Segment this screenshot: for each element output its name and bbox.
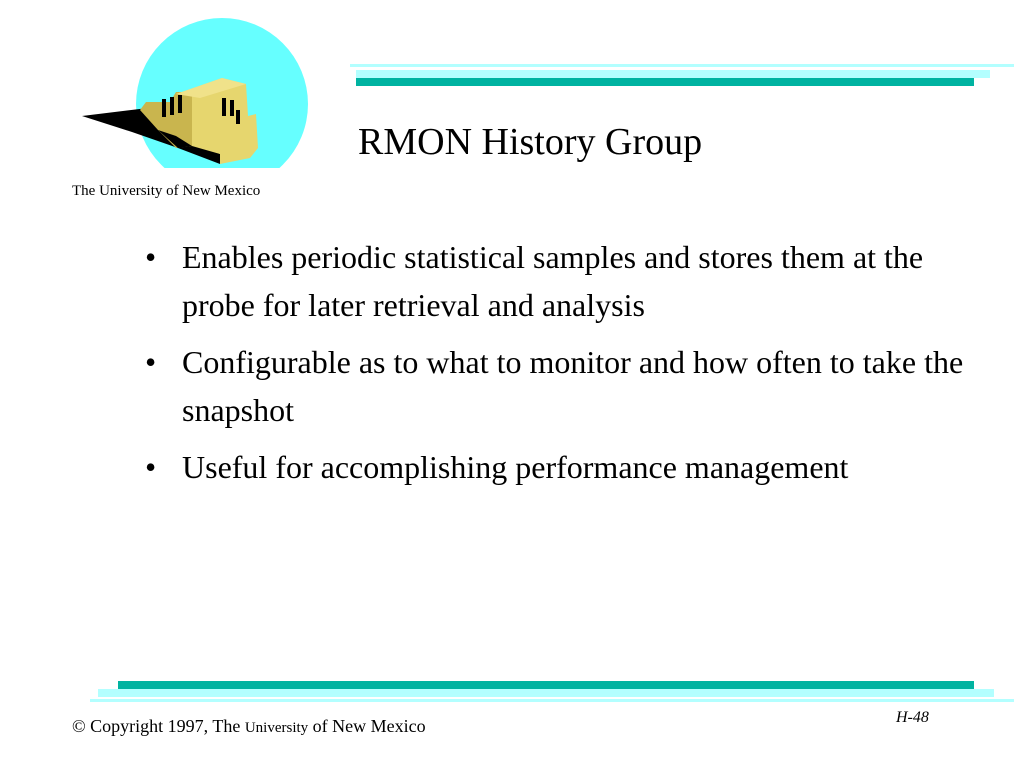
bullet-list	[143, 233, 1003, 500]
top-rule-cyan	[356, 70, 990, 78]
copyright-notice	[72, 716, 426, 737]
slide-title: RMON History Group	[358, 121, 703, 163]
bottom-rule-light	[90, 699, 1014, 702]
bullet-marker: •	[145, 449, 157, 485]
bottom-rule-teal	[118, 681, 974, 689]
copyright-suffix: of New Mexico	[312, 716, 426, 736]
bullet-text: Useful for accomplishing performance management	[182, 449, 849, 485]
top-rule-teal	[356, 78, 974, 86]
bullet-text: Enables periodic statistical samples and stores them at the probe for later retrieval and analysis	[182, 239, 924, 323]
bullet-marker: •	[145, 344, 157, 380]
bullet-text: Configurable as to what to monitor and how often to take the snapshot	[182, 344, 964, 428]
bullet-marker: •	[145, 239, 157, 275]
page-number: H-48	[896, 709, 929, 726]
bottom-rule-cyan	[98, 689, 994, 697]
bullet-item	[143, 233, 1003, 329]
top-rule-light	[350, 64, 1014, 67]
organization-name: The University of New Mexico	[72, 183, 261, 199]
bullet-item	[143, 443, 1003, 491]
bullet-item	[143, 338, 1003, 434]
copyright-prefix: © Copyright 1997, The	[72, 716, 241, 736]
adobe-building-logo	[72, 18, 316, 174]
copyright-university: University	[244, 720, 309, 736]
